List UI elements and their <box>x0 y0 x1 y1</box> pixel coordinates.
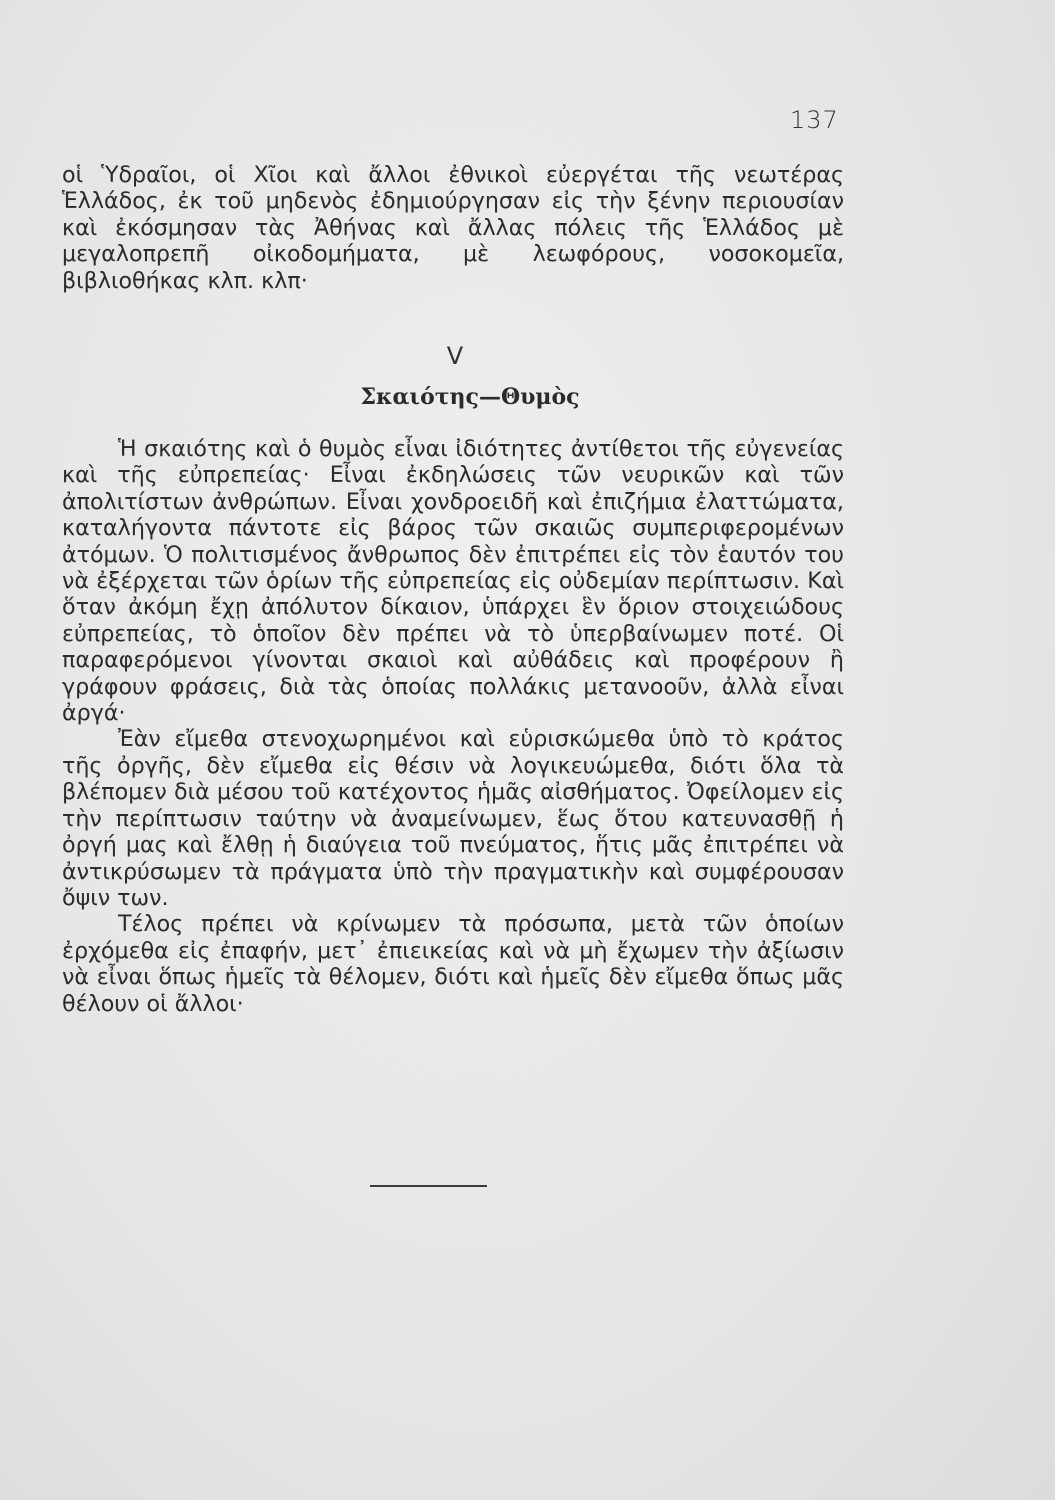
page-number: 137 <box>790 106 839 134</box>
paragraph: Τέλος πρέπει νὰ κρίνωμεν τὰ πρόσωπα, μετὰ τῶν ὁποίων ἐρχόμεθα εἰς ἐπαφήν, μετ᾽ ἐπιεικείας καὶ νὰ μὴ ἔχωμεν τὴν ἀξίωσιν νὰ εἶναι ὅπως ἡμεῖς τὰ θέλομεν, διότι καὶ ἡμεῖς δὲν εἴμεθα ὅπως μᾶς θέλουν οἱ ἄλλοι· <box>62 911 844 1017</box>
section-title: Σκαιότης—Θυμὸς <box>360 384 580 410</box>
paragraph: Ἐὰν εἴμεθα στενοχωρημένοι καὶ εὑρισκώμεθα ὑπὸ τὸ κράτος τῆς ὀργῆς, δὲν εἴμεθα εἰς θέσιν νὰ λογικευώμεθα, διότι ὅλα τὰ βλέπομεν διὰ μέσου τοῦ κατέχοντος ἡμᾶς αἰσθήματος. Ὀφείλομεν εἰς τὴν περίπτωσιν ταύτην νὰ ἀναμείνωμεν, ἕως ὅτου κατευνασθῇ ἡ ὀργή μας καὶ ἔλθῃ ἡ διαύγεια τοῦ πνεύματος, ἥτις μᾶς ἐπιτρέπει νὰ ἀντικρύσωμεν τὰ πράγματα ὑπὸ τὴν πραγματικὴν καὶ συμφέρουσαν ὄψιν των. <box>62 726 844 911</box>
section-numeral: V <box>446 342 464 370</box>
end-of-section-rule <box>370 1185 487 1187</box>
paragraph: Ἡ σκαιότης καὶ ὁ θυμὸς εἶναι ἰδιότητες ἀντίθετοι τῆς εὐγενείας καὶ τῆς εὐπρεπείας· Εἶναι ἐκδηλώσεις τῶν νευρικῶν καὶ τῶν ἀπολιτίστων ἀνθρώπων. Εἶναι χονδροειδῆ καὶ ἐπιζήμια ἐλαττώματα, καταλήγοντα πάντοτε εἰς βάρος τῶν σκαιῶς συμπεριφερομένων ἀτόμων. Ὁ πολιτισμένος ἄνθρωπος δὲν ἐπιτρέπει εἰς τὸν ἑαυτόν του νὰ ἐξέρχεται τῶν ὁρίων τῆς εὐπρεπείας εἰς οὐδεμίαν περίπτωσιν. Καὶ ὅταν ἀκόμη ἔχῃ ἀπόλυτον δίκαιον, ὑπάρχει ἓν ὅριον στοιχειώδους εὐπρεπείας, τὸ ὁποῖον δὲν πρέπει νὰ τὸ ὑπερβαίνωμεν ποτέ. Οἱ παραφερόμενοι γίνονται σκαιοὶ καὶ αὐθάδεις καὶ προφέρουν ἢ γράφουν φράσεις, διὰ τὰς ὁποίας πολλάκις μετανοοῦν, ἀλλὰ εἶναι ἀργά· <box>62 436 844 727</box>
section-body <box>62 436 844 1017</box>
continuation-paragraph: οἱ Ὑδραῖοι, οἱ Χῖοι καὶ ἄλλοι ἐθνικοὶ εὐεργέται τῆς νεωτέρας Ἑλλάδος, ἐκ τοῦ μηδενὸς ἐδημιούργησαν εἰς τὴν ξένην περιουσίαν καὶ ἐκόσμησαν τὰς Ἀθήνας καὶ ἄλλας πόλεις τῆς Ἑλλάδος μὲ μεγαλοπρεπῆ οἰκοδομήματα, μὲ λεωφόρους, νοσοκομεῖα, βιβλιοθήκας κλπ. κλπ· <box>62 162 844 294</box>
